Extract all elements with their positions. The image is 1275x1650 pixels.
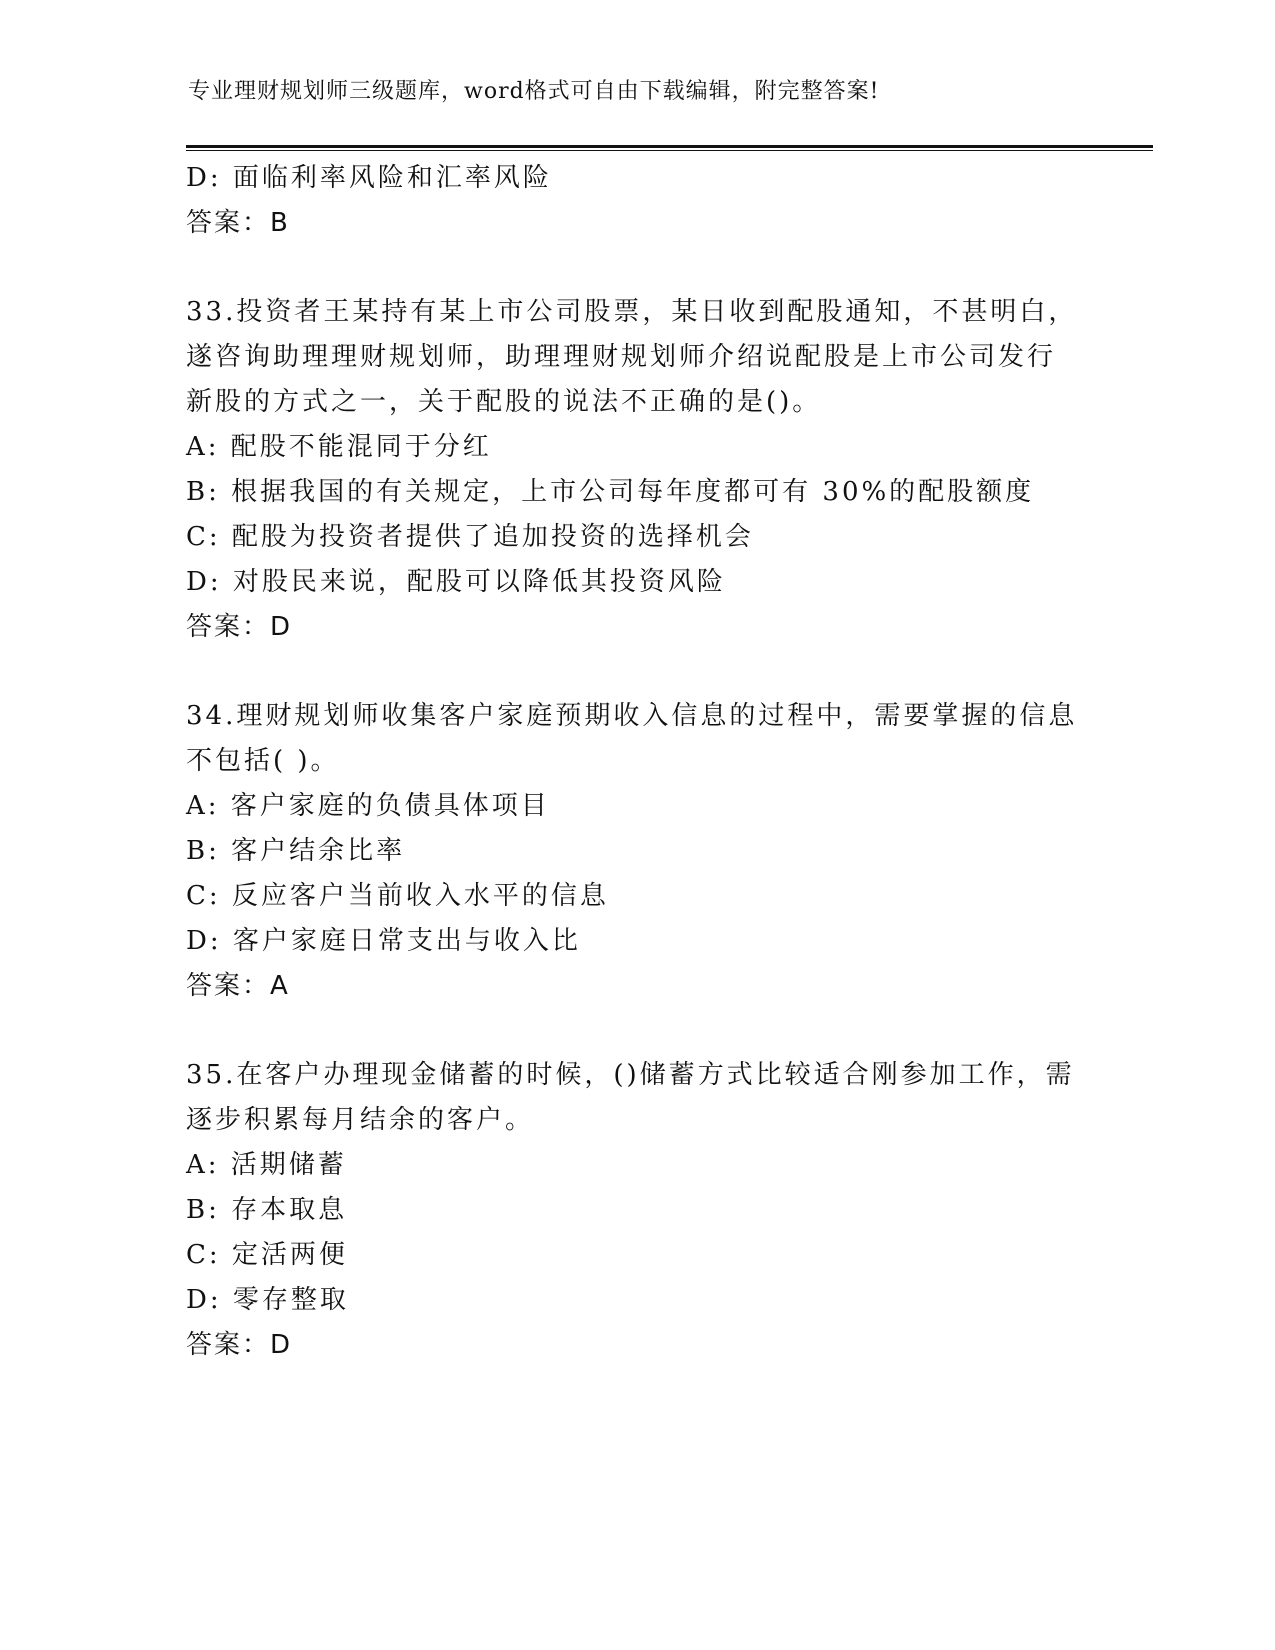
question-stem-line: 遂咨询助理理财规划师，助理理财规划师介绍说配股是上市公司发行 bbox=[186, 342, 1057, 372]
option-c: C: 反应客户当前收入水平的信息 bbox=[186, 881, 609, 911]
option-d: D: 面临利率风险和汇率风险 bbox=[186, 163, 552, 193]
header-rule-thick bbox=[186, 145, 1153, 148]
option-a: A: 活期储蓄 bbox=[186, 1150, 347, 1180]
question-stem-line: 不包括( )。 bbox=[186, 746, 340, 776]
question-stem-line: 33.投资者王某持有某上市公司股票，某日收到配股通知，不甚明白， bbox=[186, 297, 1078, 327]
question-stem-line: 34.理财规划师收集客户家庭预期收入信息的过程中，需要掌握的信息 bbox=[186, 701, 1078, 731]
option-b: B: 根据我国的有关规定，上市公司每年度都可有 30%的配股额度 bbox=[186, 477, 1035, 507]
question-34 bbox=[186, 694, 1086, 1009]
spacer bbox=[186, 246, 1086, 290]
option-d: D: 零存整取 bbox=[186, 1285, 349, 1315]
option-b: B: 存本取息 bbox=[186, 1195, 348, 1225]
header-rule-thin bbox=[186, 150, 1153, 151]
answer-line: 答案：D bbox=[186, 612, 293, 642]
question-33 bbox=[186, 290, 1086, 650]
spacer bbox=[186, 1009, 1086, 1053]
option-c: C: 配股为投资者提供了追加投资的选择机会 bbox=[186, 522, 754, 552]
spacer bbox=[186, 650, 1086, 694]
option-d: D: 对股民来说，配股可以降低其投资风险 bbox=[186, 567, 726, 597]
option-b: B: 客户结余比率 bbox=[186, 836, 406, 866]
question-35 bbox=[186, 1053, 1086, 1368]
option-a: A: 配股不能混同于分红 bbox=[186, 432, 492, 462]
question-stem-line: 逐步积累每月结余的客户。 bbox=[186, 1105, 535, 1135]
page-header: 专业理财规划师三级题库，word格式可自由下载编辑，附完整答案! bbox=[188, 79, 880, 104]
previous-question bbox=[186, 156, 1086, 246]
option-c: C: 定活两便 bbox=[186, 1240, 348, 1270]
option-d: D: 客户家庭日常支出与收入比 bbox=[186, 926, 581, 956]
answer-line: 答案：D bbox=[186, 1330, 293, 1360]
question-stem-line: 35.在客户办理现金储蓄的时候，()储蓄方式比较适合刚参加工作，需 bbox=[186, 1060, 1075, 1090]
answer-line: 答案：B bbox=[186, 208, 290, 238]
option-a: A: 客户家庭的负债具体项目 bbox=[186, 791, 550, 821]
question-stem-line: 新股的方式之一，关于配股的说法不正确的是()。 bbox=[186, 387, 822, 417]
question-list bbox=[186, 156, 1086, 1368]
answer-line: 答案：A bbox=[186, 971, 290, 1001]
